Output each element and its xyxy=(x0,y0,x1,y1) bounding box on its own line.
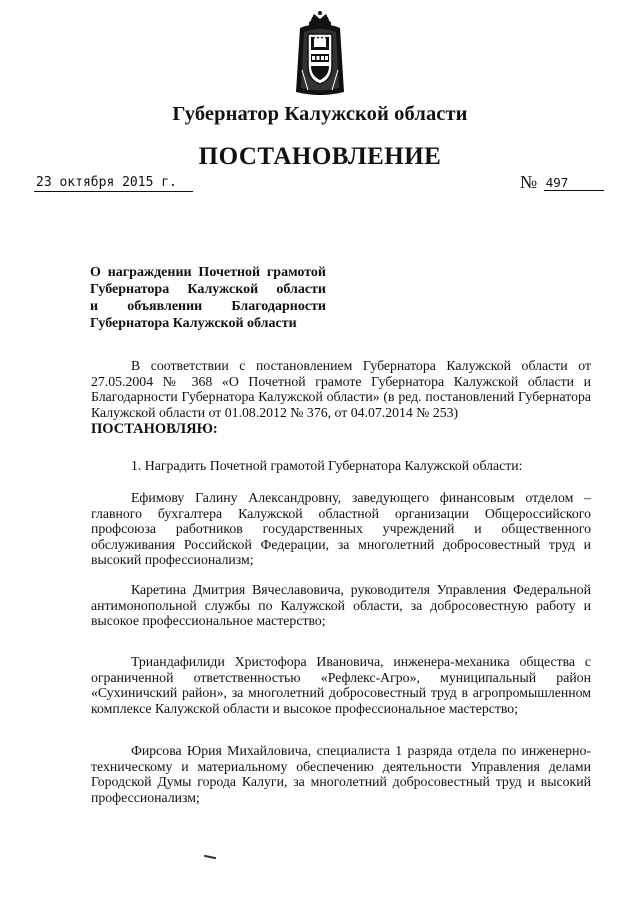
awardee-paragraph: Ефимову Галину Александровну, заведующего финансовым отделом – главного бухгалтера Калужской областной организации Общероссийского профсоюза работников государственных учреждений и общественного обслуживания Российской Федерации, за многолетний добросовестный труд и высокий профессионализм; xyxy=(91,490,591,568)
document-number xyxy=(520,172,604,192)
number-sign: № xyxy=(520,172,538,192)
title-line: Губернатора Калужской области xyxy=(90,316,297,331)
document-date: 23 октября 2015 г. xyxy=(34,175,193,192)
awardee-paragraph: Триандафилиди Христофора Ивановича, инженера-механика общества с ограниченной ответственностью «Рефлекс-Агро», муниципальный район «Сухиничский район», за многолетний добросовестный труд в агропромышленном комплексе Калужской области и высокое профессиональное мастерство; xyxy=(91,654,591,716)
number-value: 497 xyxy=(544,175,605,191)
document-type: ПОСТАНОВЛЕНИЕ xyxy=(198,143,442,170)
awardee-paragraph: Фирсова Юрия Михайловича, специалиста 1 разряда отдела по инженерно-техническому и материальному обеспечению деятельности Управления делами Городской Думы города Калуги, за многолетний добросовестный труд и высокий профессионализм; xyxy=(91,743,591,805)
document-title xyxy=(90,264,326,332)
awardee-paragraph: Каретина Дмитрия Вячеславовича, руководителя Управления Федеральной антимонопольной службы по Калужской области, за добросовестную работу и высокое профессиональное мастерство; xyxy=(91,582,591,629)
title-line: Губернатора Калужской области xyxy=(90,282,326,297)
title-line: и объявлении Благодарности xyxy=(90,299,326,314)
stray-mark xyxy=(204,855,216,859)
coat-of-arms-icon xyxy=(294,10,346,98)
decree-heading: ПОСТАНОВЛЯЮ: xyxy=(91,421,218,437)
title-line: О награждении Почетной грамотой xyxy=(90,265,326,280)
clause-1: 1. Наградить Почетной грамотой Губернатора Калужской области: xyxy=(131,458,523,473)
preamble-paragraph: В соответствии с постановлением Губернатора Калужской области от 27.05.2004 № 368 «О Почетной грамоте Губернатора Калужской области и Благодарности Губернатора Калужской области» (в ред. постановлений Губернатора Калужской области от 01.08.2012 № 376, от 04.07.2014 № 253) xyxy=(91,358,591,420)
issuer-title: Губернатор Калужской области xyxy=(172,103,468,125)
